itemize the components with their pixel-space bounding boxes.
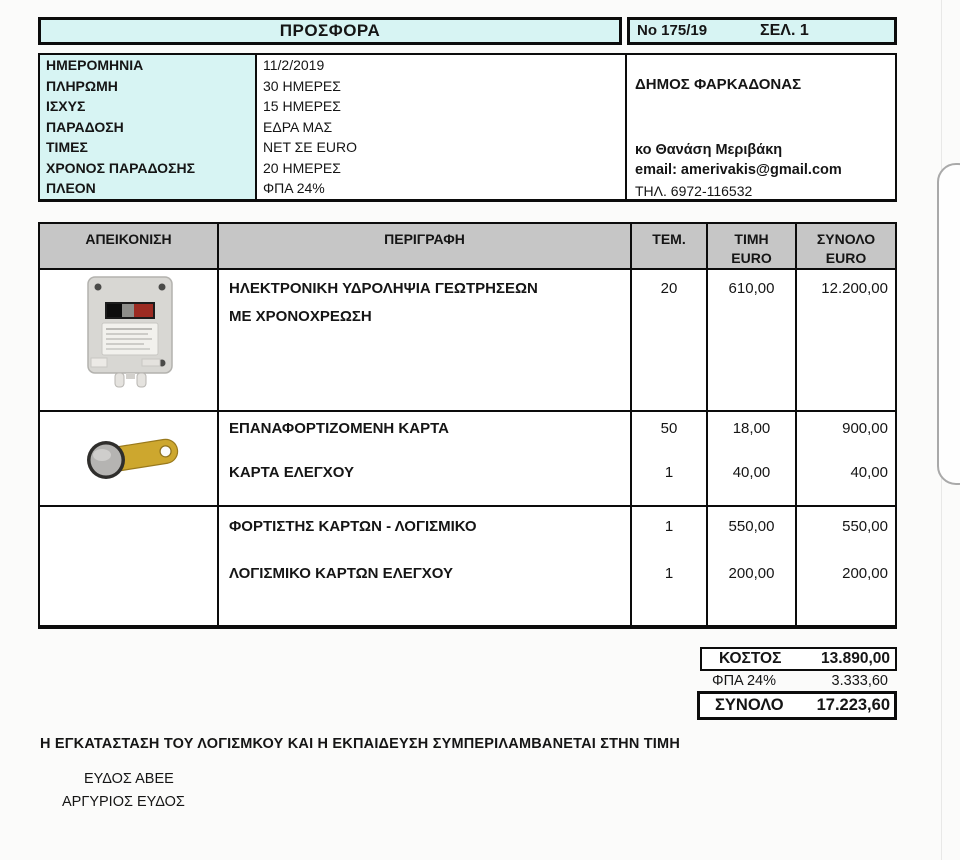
product-qty: 50 — [660, 420, 678, 437]
product-qty: 1 — [664, 464, 674, 481]
grand-total-label: ΣΥΝΟΛΟ — [715, 696, 784, 714]
product-price: 18,00 — [732, 420, 771, 437]
products-table — [38, 222, 897, 629]
product-total: 900,00 — [842, 420, 888, 437]
product-price-cell — [708, 270, 797, 412]
offer-terms-table — [38, 53, 897, 202]
product-qty: 20 — [660, 280, 678, 297]
term-value-date: 11/2/2019 — [263, 57, 325, 73]
terms-value-column — [257, 55, 627, 199]
term-label-date: ΗΜΕΡΟΜΗΝΙΑ — [46, 57, 144, 73]
scrollbar-thumb[interactable] — [937, 163, 960, 485]
column-header-price: ΤΙΜΗ EURO — [708, 224, 797, 270]
term-value-plus: ΦΠΑ 24% — [263, 180, 325, 197]
product-image-cell — [40, 507, 219, 625]
term-label-delivery: ΠΑΡΑΔΟΣΗ — [46, 118, 124, 135]
signatory-name: ΑΡΓΥΡΙΟΣ ΕΥΔΟΣ — [62, 794, 185, 810]
page-number: ΣΕΛ. 1 — [760, 22, 809, 39]
offer-number: No 175/19 — [637, 22, 708, 39]
vat-label: ΦΠΑ 24% — [712, 672, 776, 689]
term-label-delivery-time: ΧΡΟΝΟΣ ΠΑΡΑΔΟΣΗΣ — [46, 159, 195, 176]
product-total-cell — [797, 412, 895, 507]
product-price-cell — [708, 507, 797, 625]
customer-cell — [627, 55, 895, 199]
vat-value: 3.333,60 — [831, 672, 888, 689]
product-qty: 1 — [664, 518, 674, 535]
product-image-cell — [40, 412, 219, 507]
term-value-payment: 30 ΗΜΕΡΕΣ — [263, 77, 341, 94]
term-value-delivery-time: 20 ΗΜΕΡΕΣ — [263, 159, 341, 176]
product-price: 610,00 — [728, 280, 775, 297]
product-qty-cell — [632, 270, 708, 412]
product-description: ΚΑΡΤΑ ΕΛΕΓΧΟΥ — [229, 464, 355, 481]
document-title: ΠΡΟΣΦΟΡΑ — [38, 17, 622, 45]
document-number-cell — [627, 17, 897, 45]
product-total: 550,00 — [842, 518, 888, 535]
product-description: ΕΠΑΝΑΦΟΡΤΙΖΟΜΕΝΗ ΚΑΡΤΑ — [229, 420, 449, 437]
product-description-cell — [219, 507, 632, 625]
product-total: 200,00 — [842, 565, 888, 582]
cost-value: 13.890,00 — [821, 650, 890, 667]
product-total: 40,00 — [850, 464, 888, 481]
ibutton-key-image — [78, 426, 186, 488]
customer-contact-person: κο Θανάση Μεριβάκη — [635, 142, 783, 158]
column-header-image: ΑΠΕΙΚΟΝΙΣΗ — [40, 224, 219, 270]
product-qty-cell — [632, 507, 708, 625]
product-qty-cell — [632, 412, 708, 507]
company-name: ΕΥΔΟΣ ΑΒΕΕ — [84, 771, 174, 787]
column-header-qty: ΤΕΜ. — [632, 224, 708, 270]
column-header-description: ΠΕΡΙΓΡΑΦΗ — [219, 224, 632, 270]
term-value-delivery: ΕΔΡΑ ΜΑΣ — [263, 118, 333, 135]
product-qty: 1 — [664, 565, 674, 582]
term-label-prices: ΤΙΜΕΣ — [46, 139, 88, 156]
customer-phone: ΤΗΛ. 6972-116532 — [635, 183, 753, 199]
term-value-validity: 15 ΗΜΕΡΕΣ — [263, 98, 341, 115]
cost-box — [700, 647, 897, 671]
term-label-validity: ΙΣΧΥΣ — [46, 98, 86, 115]
product-description-cell — [219, 270, 632, 412]
column-header-total: ΣΥΝΟΛΟ EURO — [797, 224, 895, 270]
product-price: 200,00 — [728, 565, 775, 582]
product-price: 40,00 — [732, 464, 771, 481]
product-description-cell — [219, 412, 632, 507]
vat-row — [702, 671, 893, 690]
customer-email: email: amerivakis@gmail.com — [635, 162, 842, 178]
terms-label-column — [40, 55, 257, 199]
inclusion-note: Η ΕΓΚΑΤΑΣΤΑΣΗ ΤΟΥ ΛΟΓΙΣΜΚΟΥ ΚΑΙ Η ΕΚΠΑΙΔΕΥΣΗ ΣΥΜΠΕΡΙΛΑΜΒΑΝΕΤΑΙ ΣΤΗΝ ΤΙΜΗ — [40, 736, 680, 752]
product-price-cell — [708, 412, 797, 507]
product-image-cell — [40, 270, 219, 412]
term-label-payment: ΠΛΗΡΩΜΗ — [46, 77, 118, 94]
product-description-line2: ΜΕ ΧΡΟΝΟΧΡΕΩΣΗ — [229, 308, 372, 325]
product-total-cell — [797, 270, 895, 412]
cost-label: ΚΟΣΤΟΣ — [719, 650, 782, 667]
product-price: 550,00 — [728, 518, 775, 535]
product-total-cell — [797, 507, 895, 625]
product-description: ΛΟΓΙΣΜΙΚΟ ΚΑΡΤΩΝ ΕΛΕΓΧΟΥ — [229, 565, 453, 582]
grand-total-box — [697, 691, 897, 720]
water-intake-controller-image — [84, 275, 176, 391]
product-total: 12.200,00 — [821, 280, 888, 297]
product-description: ΦΟΡΤΙΣΤΗΣ ΚΑΡΤΩΝ - ΛΟΓΙΣΜΙΚΟ — [229, 518, 477, 535]
term-value-prices: NET ΣΕ EURO — [263, 139, 357, 156]
product-description: ΗΛΕΚΤΡΟΝΙΚΗ ΥΔΡΟΛΗΨΙΑ ΓΕΩΤΡΗΣΕΩΝ — [229, 280, 538, 297]
term-label-plus: ΠΛΕΟΝ — [46, 180, 96, 197]
grand-total-value: 17.223,60 — [816, 696, 890, 714]
customer-name: ΔΗΜΟΣ ΦΑΡΚΑΔΟΝΑΣ — [635, 76, 802, 93]
